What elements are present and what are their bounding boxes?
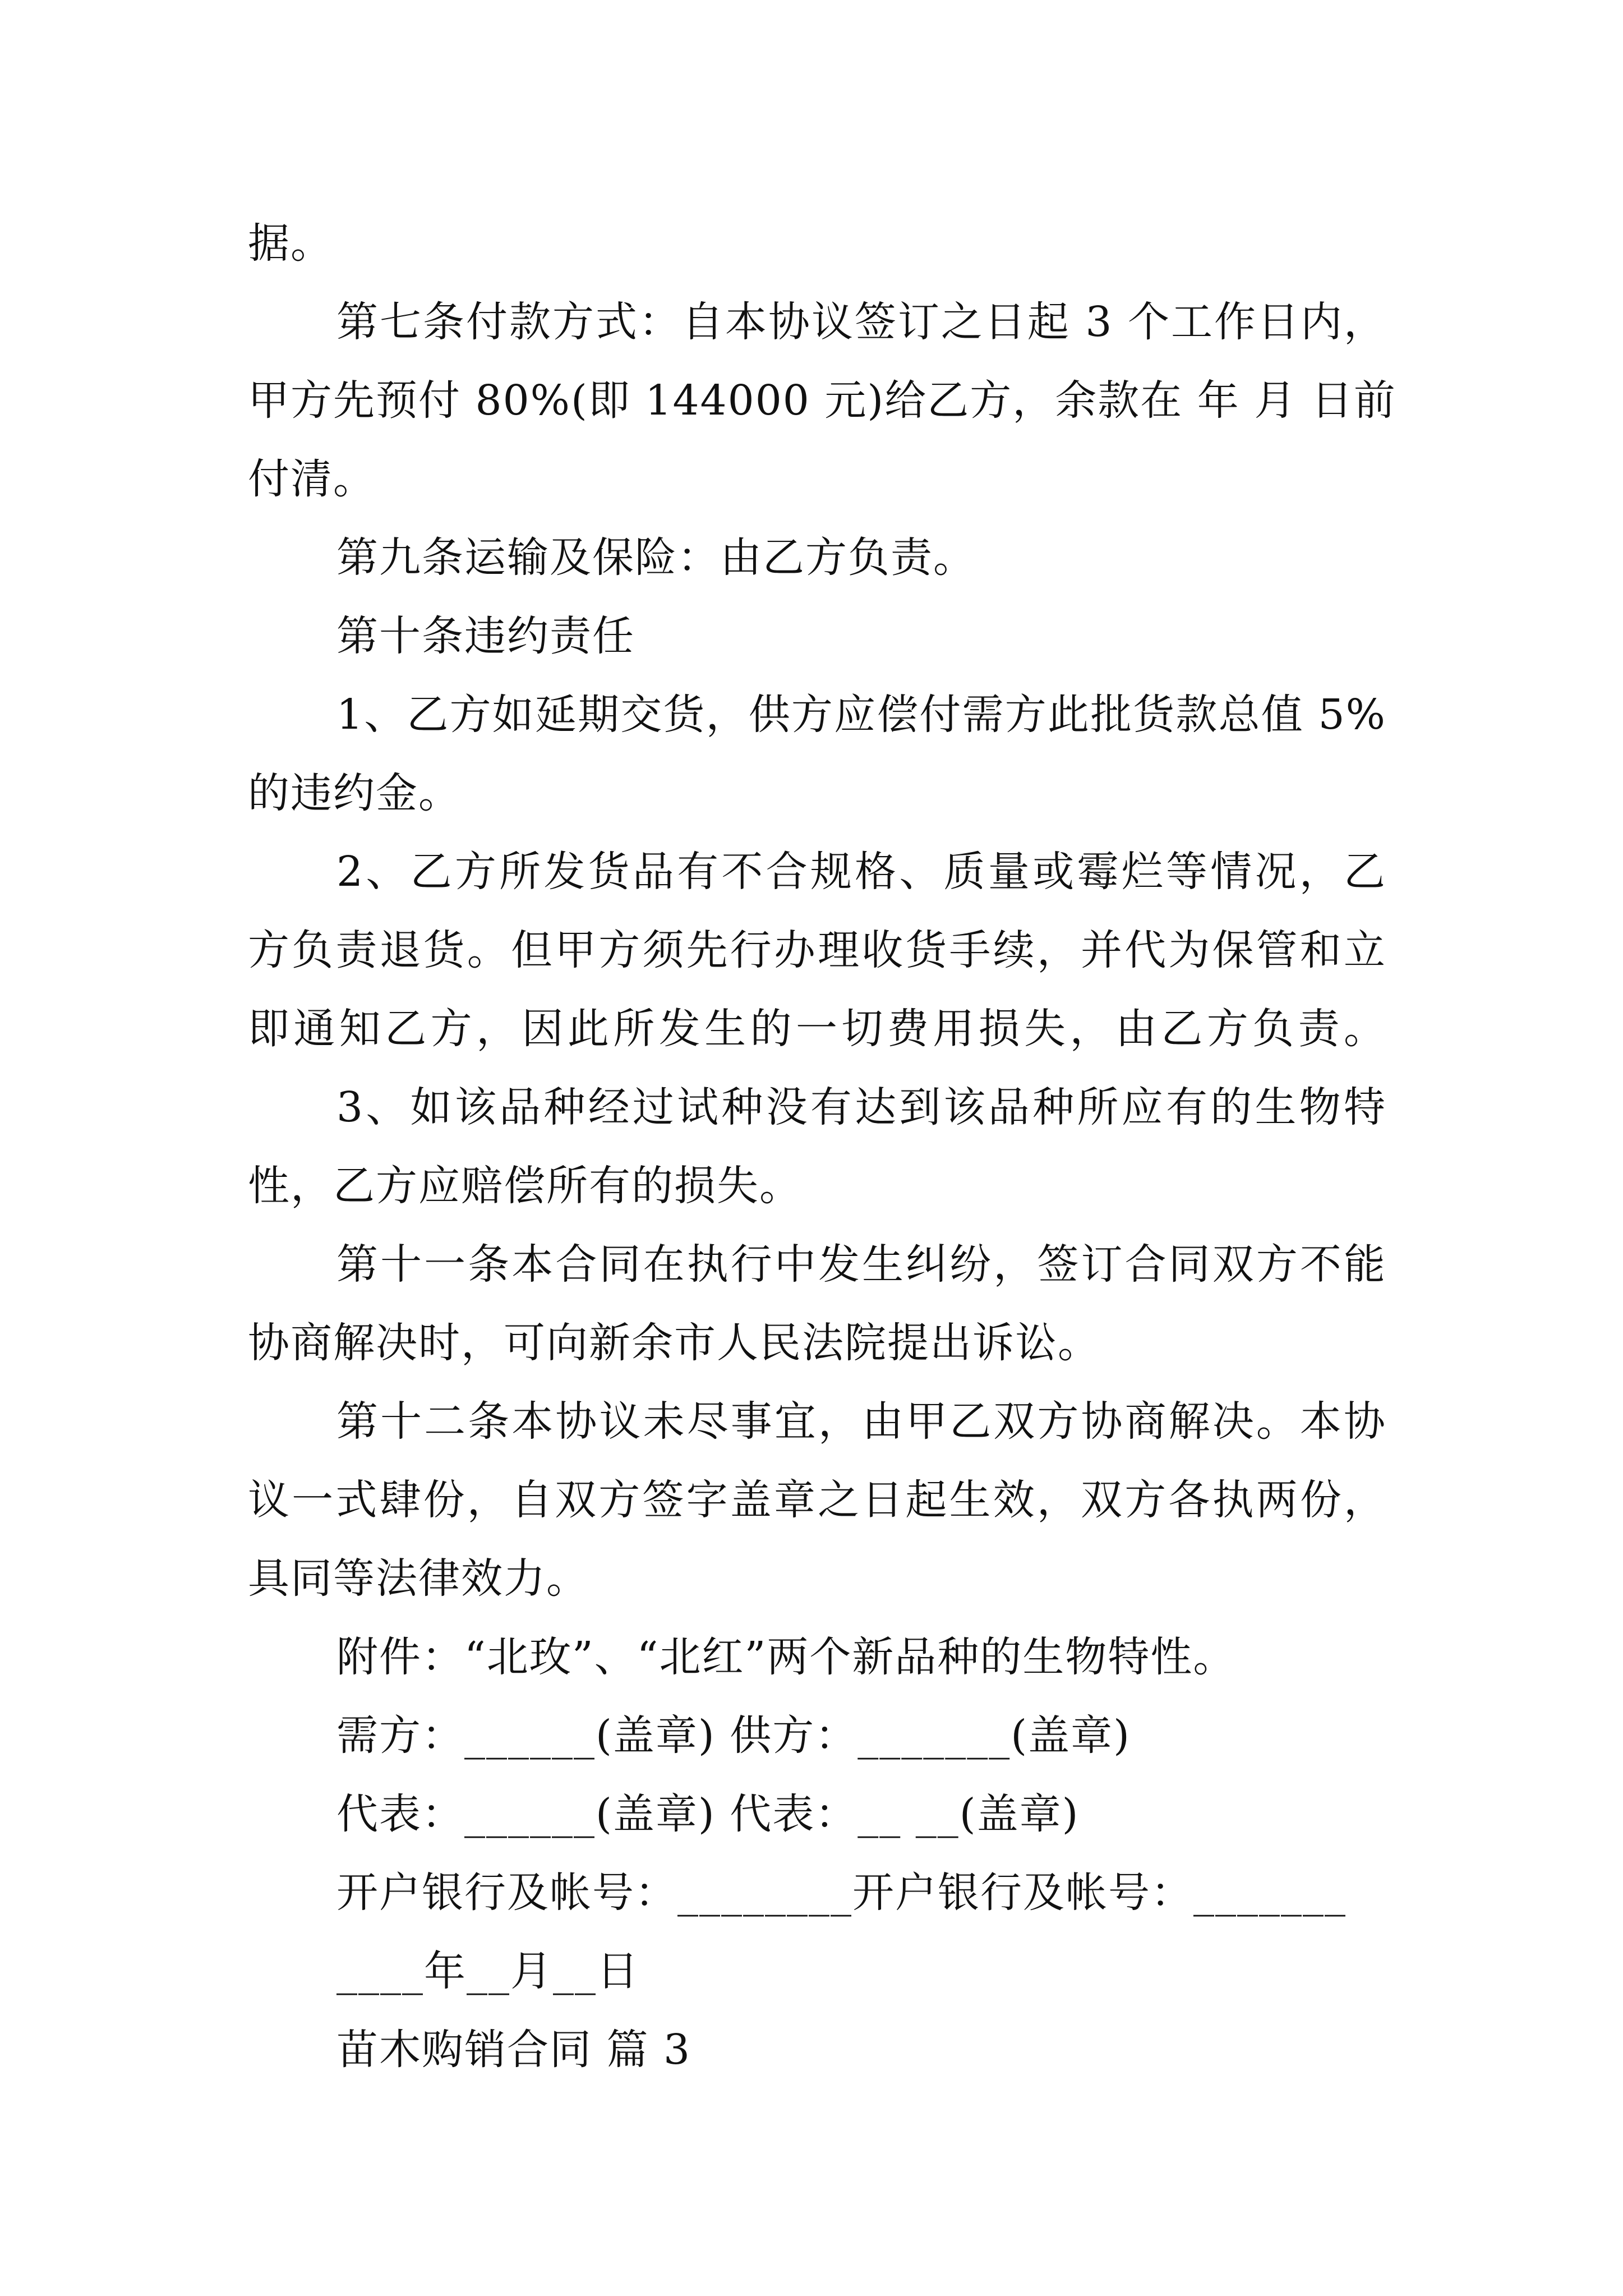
text-line: 协商解决时，可向新余市人民法院提出诉讼。 [248, 1319, 1100, 1367]
text-line: 的违约金。 [248, 769, 461, 817]
text-line: 3、如该品种经过试种没有达到该品种所应有的生物特 [336, 1083, 1386, 1131]
text-line: 甲方先预付 80%(即 144000 元)给乙方，余款在 年 月 日前 [248, 376, 1396, 425]
text-line: 第十二条本协议未尽事宜，由甲乙双方协商解决。本协 [336, 1397, 1386, 1446]
text-line: 第九条运输及保险：由乙方负责。 [336, 533, 976, 582]
text-line: 付清。 [248, 455, 376, 503]
text-line: 即通知乙方，因此所发生的一切费用损失，由乙方负责。 [248, 1005, 1386, 1053]
text-line: 1、乙方如延期交货，供方应偿付需方此批货款总值 5% [336, 691, 1386, 739]
signature-line-representative: 代表：______(盖章) 代表：__ __(盖章) [336, 1790, 1080, 1838]
next-section-title: 苗木购销合同 篇 3 [336, 2026, 691, 2074]
attachment-line: 附件：“北玫”、“北红”两个新品种的生物特性。 [336, 1633, 1236, 1681]
text-line: 性，乙方应赔偿所有的损失。 [248, 1162, 802, 1210]
contract-body [248, 204, 1396, 2089]
text-line: 据。 [248, 219, 333, 268]
text-line: 2、乙方所发货品有不合规格、质量或霉烂等情况，乙 [336, 848, 1386, 896]
signature-line-party: 需方：______(盖章) 供方：_______(盖章) [336, 1711, 1131, 1760]
text-line: 具同等法律效力。 [248, 1554, 589, 1603]
text-line: 第七条付款方式：自本协议签订之日起 3 个工作日内， [336, 298, 1386, 346]
text-line: 第十一条本合同在执行中发生纠纷，签订合同双方不能 [336, 1240, 1386, 1289]
text-line: 方负责退货。但甲方须先行办理收货手续，并代为保管和立 [248, 926, 1386, 974]
bank-account-line: 开户银行及帐号：________开户银行及帐号：_______ [336, 1869, 1347, 1917]
date-line: ____年__月__日 [336, 1947, 639, 1995]
text-line: 议一式肆份，自双方签字盖章之日起生效，双方各执两份， [248, 1476, 1386, 1524]
section-heading: 第十条违约责任 [336, 612, 635, 660]
